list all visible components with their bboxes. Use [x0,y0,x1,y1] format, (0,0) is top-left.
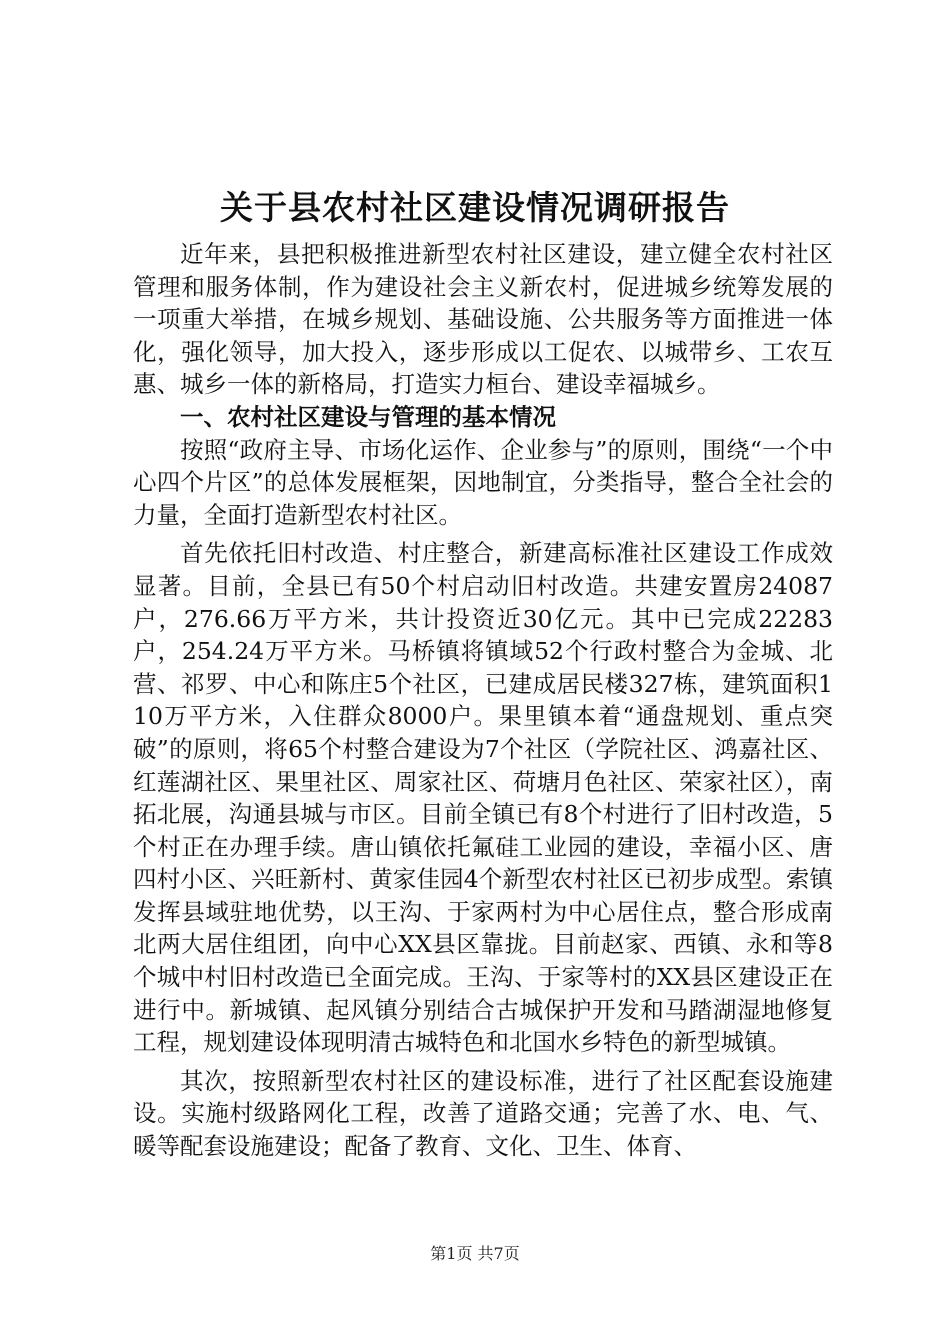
document-title: 关于县农村社区建设情况调研报告 [220,188,730,227]
page-number-footer: 第1页 共7页 [430,1244,520,1263]
paragraph-second: 其次，按照新型农村社区的建设标准，进行了社区配套设施建设。实施村级路网化工程，改善了道路交通；完善了水、电、气、暖等配套设施建设；配备了教育、文化、卫生、体育、 [133,1066,833,1161]
paragraph-intro: 近年来，县把积极推进新型农村社区建设，建立健全农村社区管理和服务体制，作为建设社会主义新农村，促进城乡统筹发展的一项重大举措，在城乡规划、基础设施、公共服务等方面推进一体化，强化领导，加大投入，逐步形成以工促农、以城带乡、工农互惠、城乡一体的新格局，打造实力桓台、建设幸福城乡。 [133,240,833,399]
section-heading: 一、农村社区建设与管理的基本情况 [180,402,556,431]
document-body [133,238,833,1163]
paragraph-first: 首先依托旧村改造、村庄整合，新建高标准社区建设工作成效显著。目前，全县已有50个村启动旧村改造。共建安置房24087户，276.66万平方米，共计投资近30亿元。其中已完成22283户，254.24万平方米。马桥镇将镇域52个行政村整合为金城、北营、祁罗、中心和陈庄5个社区，已建成居民楼327栋，建筑面积110万平方米，入住群众8000户。果里镇本着“通盘规划、重点突破”的原则，将65个村整合建设为7个社区（学院社区、鸿嘉社区、红莲湖社区、果里社区、周家社区、荷塘月色社区、荣家社区），南拓北展，沟通县城与市区。目前全镇已有8个村进行了旧村改造，5个村正在办理手续。唐山镇依托氟硅工业园的建设，幸福小区、唐四村小区、兴旺新村、黄家佳园4个新型农村社区已初步成型。索镇发挥县域驻地优势，以王沟、于家两村为中心居住点，整合形成南北两大居住组团，向中心XX县区靠拢。目前赵家、西镇、永和等8个城中村旧村改造已全面完成。王沟、于家等村的XX县区建设正在进行中。新城镇、起风镇分别结合古城保护开发和马踏湖湿地修复工程，规划建设体现明清古城特色和北国水乡特色的新型城镇。 [133,539,833,1057]
paragraph-principle: 按照“政府主导、市场化运作、企业参与”的原则，围绕“一个中心四个片区”的总体发展框架，因地制宜，分类指导，整合全社会的力量，全面打造新型农村社区。 [133,435,833,529]
